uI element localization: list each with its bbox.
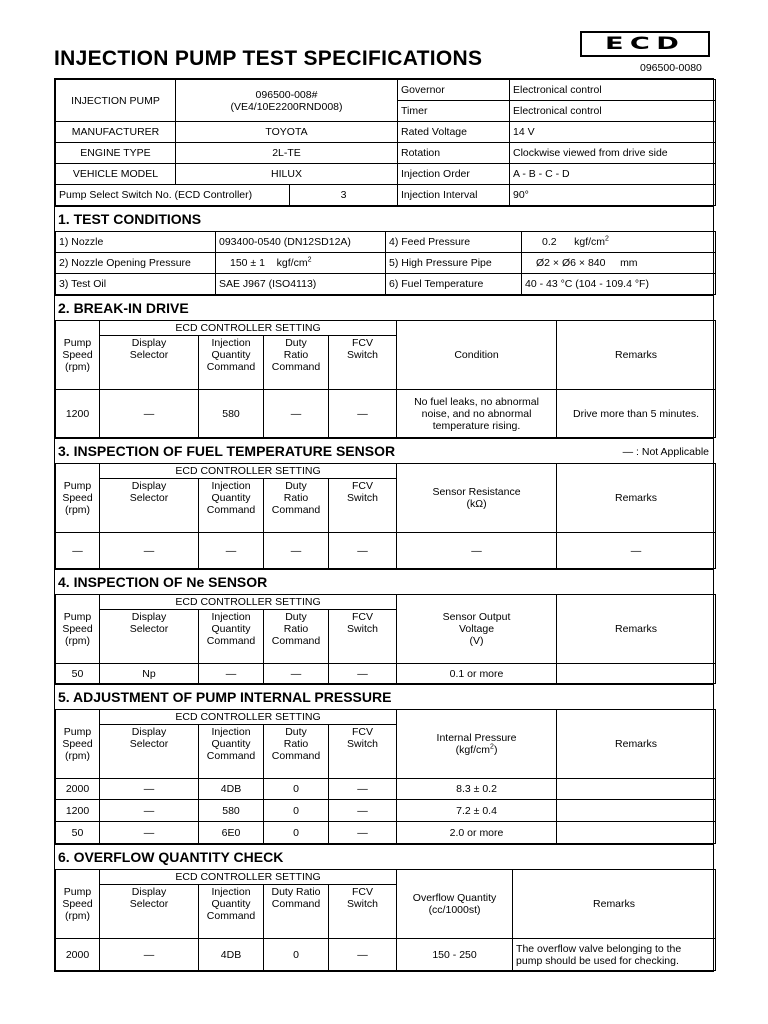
fuel-temperature-value: 40 - 43 °C (104 - 109.4 °F)	[522, 274, 716, 295]
cell-text: Display	[131, 726, 167, 738]
cell-text: kgf/cm	[574, 236, 606, 248]
table-cell: 1200	[56, 800, 100, 822]
nozzle-value: 093400-0540 (DN12SD12A)	[216, 232, 386, 253]
table-cell: 4DB	[199, 779, 264, 800]
cell-text: Injection	[211, 886, 251, 898]
internal-pressure-header	[397, 710, 557, 779]
remarks-value: Drive more than 5 minutes.	[557, 390, 716, 438]
pump-speed-header	[56, 321, 100, 390]
cell-text: Ratio	[283, 738, 309, 750]
injection-interval-label: Injection Interval	[398, 185, 510, 206]
cell-text: Command	[271, 635, 321, 647]
cell-text: No fuel leaks, no abnormal	[414, 395, 539, 408]
cell-text: Switch	[347, 492, 378, 504]
display-selector-header	[100, 725, 199, 779]
injection-quantity-header	[199, 336, 264, 390]
table-cell: —	[557, 533, 716, 569]
table-cell: —	[329, 800, 397, 822]
test-conditions-table	[55, 231, 716, 295]
cell-text: Command	[206, 750, 256, 762]
cell-text: Overflow Quantity	[412, 892, 497, 904]
manufacturer-value: TOYOTA	[176, 122, 398, 143]
table-cell: 0.1 or more	[397, 664, 557, 684]
high-pressure-pipe-label: 5) High Pressure Pipe	[386, 253, 522, 274]
table-cell: —	[329, 779, 397, 800]
duty-ratio-header	[264, 610, 329, 664]
sensor-resistance-header	[397, 464, 557, 533]
cell-text: 0.2	[542, 236, 557, 248]
cell-text: (kΩ)	[466, 498, 487, 510]
nozzle-opening-pressure-value	[216, 253, 386, 274]
table-cell	[557, 779, 716, 800]
cell-text: Switch	[347, 349, 378, 361]
table-cell: Np	[100, 664, 199, 684]
table-cell: 1200	[56, 390, 100, 438]
cell-text: Command	[271, 361, 321, 373]
cell-text: Selector	[129, 492, 169, 504]
manufacturer-label: MANUFACTURER	[56, 122, 176, 143]
remarks-value	[513, 939, 716, 971]
cell-text: Display	[131, 480, 167, 492]
cell-text: Ratio	[283, 492, 309, 504]
table-cell	[557, 800, 716, 822]
cell-text: Injection	[211, 337, 251, 349]
cell-text: Duty Ratio	[271, 886, 321, 898]
feed-pressure-label: 4) Feed Pressure	[386, 232, 522, 253]
section-4-title: 4. INSPECTION OF Ne SENSOR	[55, 569, 713, 594]
cell-text: Quantity	[211, 349, 251, 361]
injection-pump-value	[176, 80, 398, 122]
table-cell: —	[329, 664, 397, 684]
table-cell: 2000	[56, 939, 100, 971]
table-cell: —	[100, 822, 199, 844]
cell-text: FCV	[352, 480, 374, 492]
table-cell: 580	[199, 800, 264, 822]
cell-text: Quantity	[211, 898, 251, 910]
cell-text: The overflow valve belonging to the	[516, 942, 682, 955]
governor-value: Electronical control	[510, 80, 716, 101]
display-selector-header	[100, 885, 199, 939]
ecd-logo-text: ECD	[604, 34, 686, 54]
injection-order-value: A - B - C - D	[510, 164, 716, 185]
table-cell: —	[100, 779, 199, 800]
table-cell: 50	[56, 822, 100, 844]
duty-ratio-header	[264, 885, 329, 939]
remarks-header: Remarks	[557, 464, 716, 533]
cell-text: Speed	[62, 738, 93, 750]
spec-sheet	[54, 78, 714, 972]
duty-ratio-header	[264, 336, 329, 390]
vehicle-model-label: VEHICLE MODEL	[56, 164, 176, 185]
pump-speed-header	[56, 464, 100, 533]
cell-text: Ratio	[283, 623, 309, 635]
cell-text: Selector	[129, 623, 169, 635]
cell-text: (rpm)	[64, 361, 91, 373]
cell-text: (VE4/10E2200RND008)	[230, 100, 343, 113]
rotation-label: Rotation	[398, 143, 510, 164]
table-cell: 7.2 ± 0.4	[397, 800, 557, 822]
fcv-switch-header	[329, 885, 397, 939]
remarks-header: Remarks	[557, 595, 716, 664]
cell-text: 2	[605, 235, 609, 243]
fcv-switch-header	[329, 610, 397, 664]
fuel-temperature-sensor-table	[55, 463, 716, 569]
test-oil-value: SAE J967 (ISO4113)	[216, 274, 386, 295]
general-spec-table	[55, 79, 716, 206]
cell-text: Pump	[63, 337, 92, 349]
timer-value: Electronical control	[510, 101, 716, 122]
injection-quantity-header	[199, 725, 264, 779]
engine-type-label: ENGINE TYPE	[56, 143, 176, 164]
nozzle-label: 1) Nozzle	[56, 232, 216, 253]
cell-text: Ratio	[283, 349, 309, 361]
cell-text: 3. INSPECTION OF FUEL TEMPERATURE SENSOR	[58, 443, 396, 459]
table-row	[56, 779, 716, 800]
pump-speed-header	[56, 870, 100, 939]
cell-text: Quantity	[211, 738, 251, 750]
injection-pump-label: INJECTION PUMP	[56, 80, 176, 122]
cell-text: (rpm)	[64, 750, 91, 762]
cell-text: Command	[206, 910, 256, 922]
cell-text: )	[493, 744, 498, 756]
pump-speed-header	[56, 710, 100, 779]
table-cell	[557, 664, 716, 684]
injection-interval-value: 90°	[510, 185, 716, 206]
nozzle-opening-pressure-label: 2) Nozzle Opening Pressure	[56, 253, 216, 274]
internal-pressure-table	[55, 709, 716, 844]
cell-text: Sensor Output	[442, 611, 511, 623]
pump-select-label: Pump Select Switch No. (ECD Controller)	[56, 185, 290, 205]
table-cell: 50	[56, 664, 100, 684]
cell-text: Command	[206, 635, 256, 647]
cell-text: Sensor Resistance	[432, 486, 521, 498]
pump-select-cell	[56, 185, 398, 206]
cell-text: Voltage	[459, 623, 495, 635]
cell-text: mm	[620, 257, 638, 269]
cell-text: Command	[206, 361, 256, 373]
cell-text: Switch	[347, 738, 378, 750]
table-cell: 2000	[56, 779, 100, 800]
ecd-setting-header: ECD CONTROLLER SETTING	[100, 870, 397, 885]
table-cell: —	[199, 664, 264, 684]
cell-text: 2	[307, 256, 312, 264]
cell-text: FCV	[352, 886, 374, 898]
table-row	[56, 939, 716, 971]
doc-number: 096500-0080	[640, 62, 702, 74]
fuel-temperature-label: 6) Fuel Temperature	[386, 274, 522, 295]
table-cell: 4DB	[199, 939, 264, 971]
cell-text: (kgf/cm	[455, 744, 491, 756]
test-oil-label: 3) Test Oil	[56, 274, 216, 295]
table-row	[56, 800, 716, 822]
display-selector-header	[100, 610, 199, 664]
cell-text: (V)	[469, 635, 484, 647]
injection-quantity-header	[199, 885, 264, 939]
pump-speed-header	[56, 595, 100, 664]
table-cell: 150 - 250	[397, 939, 513, 971]
table-cell	[557, 822, 716, 844]
table-cell: 0	[264, 822, 329, 844]
injection-quantity-header	[199, 479, 264, 533]
duty-ratio-header	[264, 725, 329, 779]
cell-text: Injection	[211, 480, 251, 492]
cell-text: Duty	[285, 337, 307, 349]
table-row	[56, 390, 716, 438]
cell-text: FCV	[352, 611, 374, 623]
duty-ratio-header	[264, 479, 329, 533]
table-cell: —	[264, 390, 329, 438]
cell-text: Speed	[62, 898, 93, 910]
remarks-header: Remarks	[557, 710, 716, 779]
cell-text: Selector	[129, 738, 169, 750]
table-cell: —	[264, 533, 329, 569]
cell-text: Display	[131, 886, 167, 898]
cell-text: 150 ± 1	[230, 257, 265, 269]
fcv-switch-header	[329, 336, 397, 390]
cell-text: Duty	[285, 611, 307, 623]
table-cell: 6E0	[199, 822, 264, 844]
table-cell: —	[329, 390, 397, 438]
cell-text: pump should be used for checking.	[516, 954, 679, 967]
cell-text: 096500-008#	[255, 88, 318, 101]
table-cell: —	[397, 533, 557, 569]
fcv-switch-header	[329, 479, 397, 533]
table-cell: —	[100, 800, 199, 822]
cell-text: temperature rising.	[432, 419, 521, 432]
cell-text: Switch	[347, 898, 378, 910]
rated-voltage-value: 14 V	[510, 122, 716, 143]
ecd-setting-header: ECD CONTROLLER SETTING	[100, 710, 397, 725]
cell-text: (rpm)	[64, 910, 91, 922]
engine-type-value: 2L-TE	[176, 143, 398, 164]
overflow-quantity-table	[55, 869, 716, 971]
table-row	[56, 533, 716, 569]
ecd-setting-header: ECD CONTROLLER SETTING	[100, 595, 397, 610]
ne-sensor-table	[55, 594, 716, 684]
table-cell: —	[199, 533, 264, 569]
cell-text: Command	[271, 504, 321, 516]
display-selector-header	[100, 479, 199, 533]
condition-header: Condition	[397, 321, 557, 390]
injection-order-label: Injection Order	[398, 164, 510, 185]
table-cell: —	[329, 822, 397, 844]
table-cell: —	[329, 939, 397, 971]
table-cell: —	[264, 664, 329, 684]
cell-text: Quantity	[211, 623, 251, 635]
table-row	[56, 822, 716, 844]
table-cell: —	[100, 533, 199, 569]
pump-select-value: 3	[340, 189, 347, 201]
section-6-title: 6. OVERFLOW QUANTITY CHECK	[55, 844, 713, 869]
cell-text: Duty	[285, 480, 307, 492]
section-3-title	[55, 438, 713, 463]
table-cell: —	[56, 533, 100, 569]
cell-text: FCV	[352, 726, 374, 738]
governor-label: Governor	[398, 80, 510, 101]
remarks-header: Remarks	[513, 870, 716, 939]
cell-text: Command	[206, 504, 256, 516]
cell-text: (rpm)	[64, 635, 91, 647]
table-row	[56, 664, 716, 684]
cell-text: Selector	[129, 898, 169, 910]
section-1-title: 1. TEST CONDITIONS	[55, 206, 713, 231]
table-cell: 0	[264, 939, 329, 971]
cell-text: Command	[271, 750, 321, 762]
cell-text: Quantity	[211, 492, 251, 504]
vehicle-model-value: HILUX	[176, 164, 398, 185]
cell-text: Speed	[62, 349, 93, 361]
table-cell: 0	[264, 800, 329, 822]
display-selector-header	[100, 336, 199, 390]
cell-text: noise, and no abnormal	[421, 407, 532, 420]
remarks-header: Remarks	[557, 321, 716, 390]
sensor-output-voltage-header	[397, 595, 557, 664]
cell-text: Switch	[347, 623, 378, 635]
ecd-setting-header: ECD CONTROLLER SETTING	[100, 321, 397, 336]
table-cell: —	[100, 390, 199, 438]
ecd-setting-header: ECD CONTROLLER SETTING	[100, 464, 397, 479]
table-cell: —	[329, 533, 397, 569]
cell-text: Injection	[211, 726, 251, 738]
timer-label: Timer	[398, 101, 510, 122]
cell-text: kgf/cm	[276, 257, 308, 269]
table-cell: 580	[199, 390, 264, 438]
rotation-value: Clockwise viewed from drive side	[510, 143, 716, 164]
cell-text: Speed	[62, 623, 93, 635]
cell-text: Pump	[63, 611, 92, 623]
section-2-title: 2. BREAK-IN DRIVE	[55, 295, 713, 320]
table-cell: 8.3 ± 0.2	[397, 779, 557, 800]
cell-text: (cc/1000st)	[428, 904, 481, 916]
cell-text: 2	[490, 743, 494, 751]
cell-text: Selector	[129, 349, 169, 361]
table-cell: 0	[264, 779, 329, 800]
cell-text: Display	[131, 337, 167, 349]
condition-value	[397, 390, 557, 438]
high-pressure-pipe-value	[522, 253, 716, 274]
overflow-quantity-header	[397, 870, 513, 939]
table-cell: 2.0 or more	[397, 822, 557, 844]
cell-text: Pump	[63, 726, 92, 738]
fcv-switch-header	[329, 725, 397, 779]
injection-quantity-header	[199, 610, 264, 664]
cell-text: Duty	[285, 726, 307, 738]
cell-text: Display	[131, 611, 167, 623]
cell-text: Pump	[63, 886, 92, 898]
ecd-logo	[580, 31, 710, 57]
table-cell: —	[100, 939, 199, 971]
cell-text: Internal Pressure	[436, 732, 517, 744]
cell-text: Pump	[63, 480, 92, 492]
cell-text: FCV	[352, 337, 374, 349]
section-5-title: 5. ADJUSTMENT OF PUMP INTERNAL PRESSURE	[55, 684, 713, 709]
cell-text: Injection	[211, 611, 251, 623]
cell-text: Ø2 × Ø6 × 840	[536, 257, 606, 269]
cell-text: Command	[271, 898, 321, 910]
rated-voltage-label: Rated Voltage	[398, 122, 510, 143]
cell-text: (rpm)	[64, 504, 91, 516]
break-in-drive-table	[55, 320, 716, 438]
cell-text: Speed	[62, 492, 93, 504]
page-title: INJECTION PUMP TEST SPECIFICATIONS	[54, 47, 483, 70]
feed-pressure-value	[522, 232, 716, 253]
not-applicable-note: — : Not Applicable	[622, 446, 709, 458]
